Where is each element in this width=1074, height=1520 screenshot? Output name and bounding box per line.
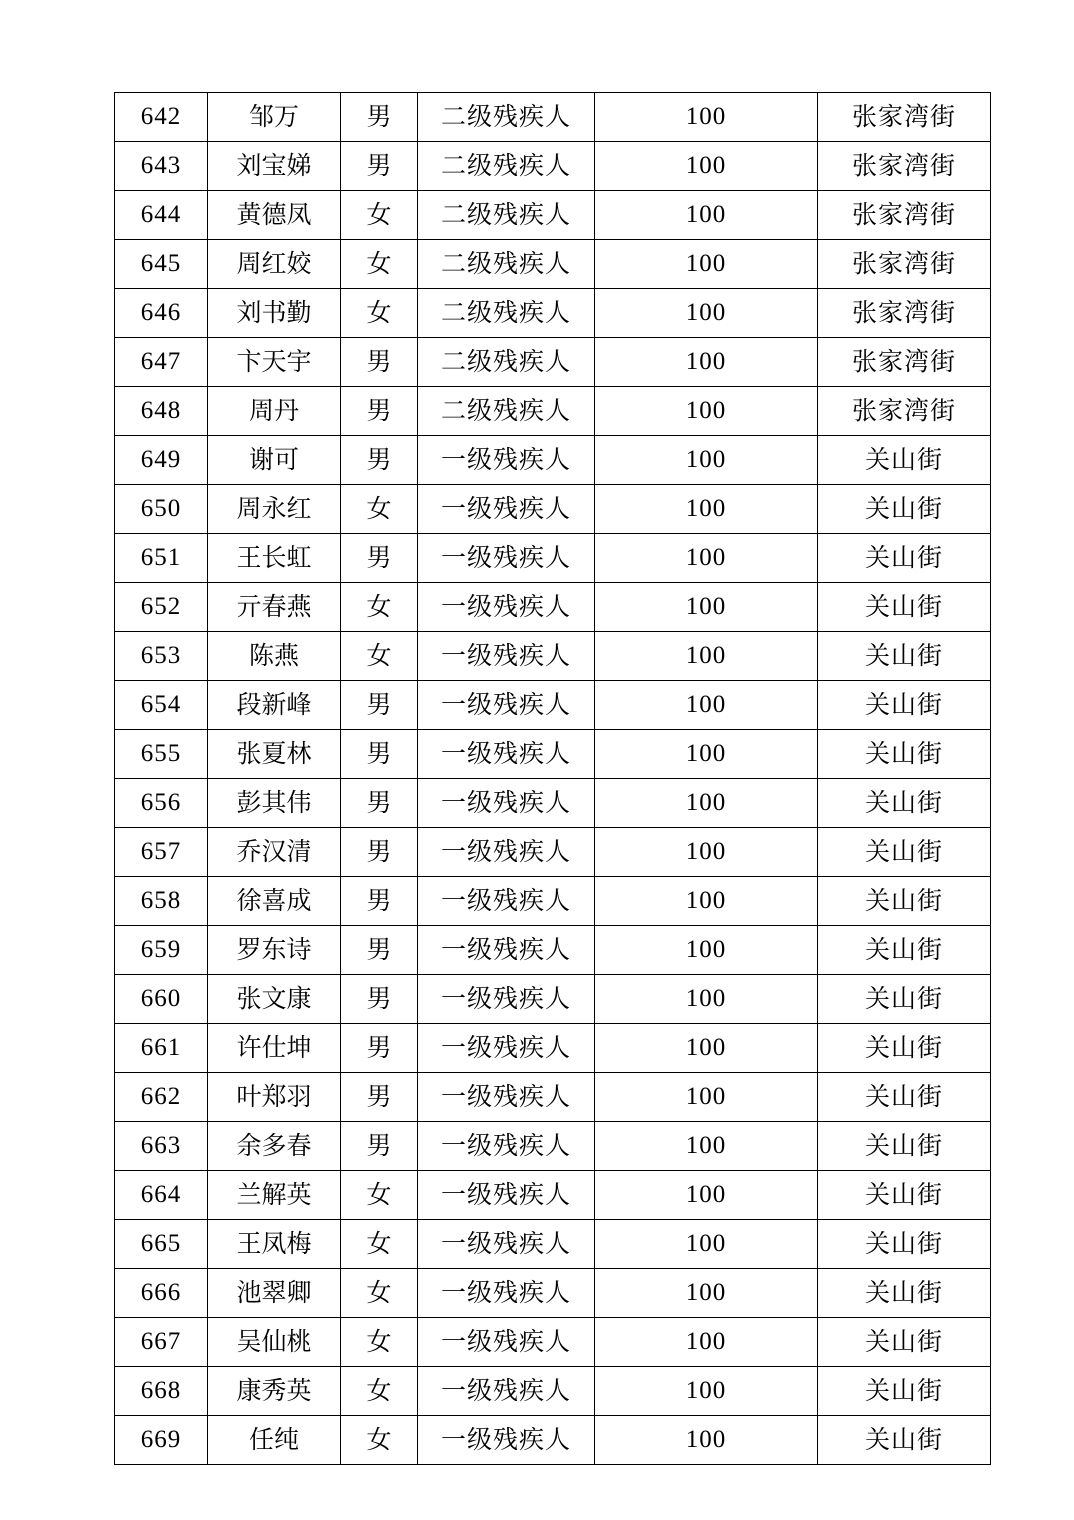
cell-amount: 100 [595,632,818,681]
cell-street: 关山街 [818,681,991,730]
cell-amount: 100 [595,1269,818,1318]
cell-category: 一级残疾人 [418,1367,595,1416]
cell-amount: 100 [595,926,818,975]
cell-amount: 100 [595,387,818,436]
cell-category: 一级残疾人 [418,975,595,1024]
cell-category: 二级残疾人 [418,240,595,289]
cell-amount: 100 [595,338,818,387]
cell-name: 周永红 [208,485,341,534]
cell-sex: 女 [341,1318,418,1367]
cell-seq: 659 [115,926,208,975]
cell-street: 关山街 [818,583,991,632]
cell-street: 关山街 [818,1318,991,1367]
cell-amount: 100 [595,534,818,583]
cell-amount: 100 [595,1073,818,1122]
cell-street: 关山街 [818,877,991,926]
cell-seq: 664 [115,1171,208,1220]
cell-name: 罗东诗 [208,926,341,975]
cell-amount: 100 [595,1416,818,1465]
cell-sex: 男 [341,975,418,1024]
cell-amount: 100 [595,436,818,485]
cell-amount: 100 [595,583,818,632]
cell-sex: 男 [341,730,418,779]
table-row [115,1367,991,1416]
table-row [115,1024,991,1073]
cell-seq: 649 [115,436,208,485]
cell-category: 一级残疾人 [418,1318,595,1367]
cell-street: 张家湾街 [818,191,991,240]
cell-sex: 男 [341,93,418,142]
cell-category: 二级残疾人 [418,191,595,240]
cell-name: 刘书勤 [208,289,341,338]
cell-category: 一级残疾人 [418,1122,595,1171]
table-row [115,975,991,1024]
cell-name: 许仕坤 [208,1024,341,1073]
cell-name: 周丹 [208,387,341,436]
cell-name: 任纯 [208,1416,341,1465]
cell-category: 二级残疾人 [418,289,595,338]
table-row [115,828,991,877]
table-row [115,583,991,632]
cell-amount: 100 [595,779,818,828]
cell-sex: 女 [341,1269,418,1318]
cell-seq: 669 [115,1416,208,1465]
table-row [115,632,991,681]
cell-name: 吴仙桃 [208,1318,341,1367]
cell-name: 乔汉清 [208,828,341,877]
cell-amount: 100 [595,1024,818,1073]
table-row [115,1416,991,1465]
cell-street: 张家湾街 [818,240,991,289]
cell-sex: 男 [341,436,418,485]
cell-name: 卞天宇 [208,338,341,387]
cell-street: 关山街 [818,1073,991,1122]
cell-seq: 666 [115,1269,208,1318]
cell-seq: 650 [115,485,208,534]
cell-sex: 女 [341,1220,418,1269]
cell-sex: 女 [341,583,418,632]
cell-street: 关山街 [818,632,991,681]
table-row [115,485,991,534]
cell-seq: 658 [115,877,208,926]
cell-street: 关山街 [818,828,991,877]
cell-category: 一级残疾人 [418,1024,595,1073]
table-row [115,1122,991,1171]
cell-name: 康秀英 [208,1367,341,1416]
cell-category: 一级残疾人 [418,779,595,828]
cell-seq: 653 [115,632,208,681]
table-row [115,1318,991,1367]
cell-amount: 100 [595,191,818,240]
cell-seq: 667 [115,1318,208,1367]
table-row [115,926,991,975]
cell-category: 一级残疾人 [418,436,595,485]
table-row [115,1220,991,1269]
cell-street: 关山街 [818,1367,991,1416]
cell-category: 二级残疾人 [418,93,595,142]
cell-seq: 654 [115,681,208,730]
cell-street: 关山街 [818,926,991,975]
cell-street: 关山街 [818,1171,991,1220]
cell-sex: 女 [341,632,418,681]
cell-street: 张家湾街 [818,93,991,142]
cell-amount: 100 [595,681,818,730]
table-row [115,681,991,730]
cell-sex: 男 [341,1073,418,1122]
cell-seq: 651 [115,534,208,583]
cell-sex: 男 [341,1024,418,1073]
cell-seq: 657 [115,828,208,877]
cell-amount: 100 [595,240,818,289]
cell-name: 段新峰 [208,681,341,730]
table-body [115,93,991,1465]
cell-seq: 642 [115,93,208,142]
cell-street: 关山街 [818,1269,991,1318]
cell-street: 张家湾街 [818,142,991,191]
cell-name: 彭其伟 [208,779,341,828]
table-row [115,877,991,926]
cell-category: 一级残疾人 [418,828,595,877]
cell-amount: 100 [595,485,818,534]
cell-sex: 女 [341,1367,418,1416]
table-row [115,779,991,828]
cell-street: 关山街 [818,1122,991,1171]
cell-street: 关山街 [818,730,991,779]
cell-street: 关山街 [818,779,991,828]
cell-sex: 女 [341,1171,418,1220]
cell-sex: 女 [341,1416,418,1465]
cell-sex: 男 [341,779,418,828]
cell-category: 一级残疾人 [418,583,595,632]
cell-street: 张家湾街 [818,289,991,338]
cell-sex: 女 [341,485,418,534]
cell-street: 关山街 [818,1416,991,1465]
cell-seq: 643 [115,142,208,191]
table-row [115,1269,991,1318]
cell-sex: 男 [341,534,418,583]
cell-seq: 663 [115,1122,208,1171]
cell-sex: 男 [341,828,418,877]
cell-sex: 男 [341,926,418,975]
cell-category: 一级残疾人 [418,681,595,730]
cell-seq: 668 [115,1367,208,1416]
cell-category: 二级残疾人 [418,387,595,436]
cell-street: 关山街 [818,436,991,485]
beneficiary-table [114,92,991,1465]
cell-seq: 648 [115,387,208,436]
cell-seq: 662 [115,1073,208,1122]
cell-seq: 656 [115,779,208,828]
cell-amount: 100 [595,975,818,1024]
table-row [115,1171,991,1220]
cell-name: 周红姣 [208,240,341,289]
cell-category: 一级残疾人 [418,1269,595,1318]
cell-category: 二级残疾人 [418,338,595,387]
cell-amount: 100 [595,730,818,779]
cell-name: 张夏林 [208,730,341,779]
cell-name: 叶郑羽 [208,1073,341,1122]
cell-amount: 100 [595,1171,818,1220]
cell-sex: 男 [341,877,418,926]
cell-name: 王凤梅 [208,1220,341,1269]
cell-sex: 女 [341,289,418,338]
cell-name: 王长虹 [208,534,341,583]
cell-seq: 644 [115,191,208,240]
cell-category: 二级残疾人 [418,142,595,191]
cell-amount: 100 [595,828,818,877]
cell-street: 关山街 [818,1220,991,1269]
cell-seq: 655 [115,730,208,779]
table-row [115,93,991,142]
cell-category: 一级残疾人 [418,1220,595,1269]
cell-street: 关山街 [818,975,991,1024]
cell-category: 一级残疾人 [418,1073,595,1122]
cell-name: 刘宝娣 [208,142,341,191]
cell-sex: 男 [341,387,418,436]
cell-sex: 男 [341,338,418,387]
cell-amount: 100 [595,142,818,191]
cell-amount: 100 [595,1122,818,1171]
cell-category: 一级残疾人 [418,1416,595,1465]
cell-name: 亓春燕 [208,583,341,632]
cell-seq: 652 [115,583,208,632]
cell-amount: 100 [595,289,818,338]
cell-amount: 100 [595,877,818,926]
cell-street: 张家湾街 [818,338,991,387]
cell-name: 黄德凤 [208,191,341,240]
cell-name: 谢可 [208,436,341,485]
cell-category: 一级残疾人 [418,632,595,681]
cell-seq: 660 [115,975,208,1024]
cell-seq: 647 [115,338,208,387]
table-row [115,1073,991,1122]
cell-street: 张家湾街 [818,387,991,436]
cell-category: 一级残疾人 [418,877,595,926]
cell-sex: 女 [341,240,418,289]
cell-name: 池翠卿 [208,1269,341,1318]
table-row [115,142,991,191]
cell-sex: 女 [341,191,418,240]
table-row [115,338,991,387]
cell-category: 一级残疾人 [418,730,595,779]
cell-name: 徐喜成 [208,877,341,926]
cell-name: 兰解英 [208,1171,341,1220]
cell-street: 关山街 [818,1024,991,1073]
table-row [115,730,991,779]
cell-category: 一级残疾人 [418,485,595,534]
cell-name: 张文康 [208,975,341,1024]
table-row [115,436,991,485]
table-row [115,289,991,338]
cell-sex: 男 [341,681,418,730]
cell-street: 关山街 [818,485,991,534]
cell-sex: 男 [341,1122,418,1171]
table-row [115,534,991,583]
cell-amount: 100 [595,1367,818,1416]
cell-amount: 100 [595,1220,818,1269]
cell-seq: 661 [115,1024,208,1073]
cell-category: 一级残疾人 [418,1171,595,1220]
cell-sex: 男 [341,142,418,191]
cell-seq: 645 [115,240,208,289]
cell-amount: 100 [595,93,818,142]
table-row [115,240,991,289]
table-row [115,387,991,436]
cell-name: 陈燕 [208,632,341,681]
cell-category: 一级残疾人 [418,534,595,583]
cell-seq: 665 [115,1220,208,1269]
cell-street: 关山街 [818,534,991,583]
cell-name: 余多春 [208,1122,341,1171]
table-row [115,191,991,240]
cell-category: 一级残疾人 [418,926,595,975]
cell-amount: 100 [595,1318,818,1367]
cell-seq: 646 [115,289,208,338]
cell-name: 邹万 [208,93,341,142]
